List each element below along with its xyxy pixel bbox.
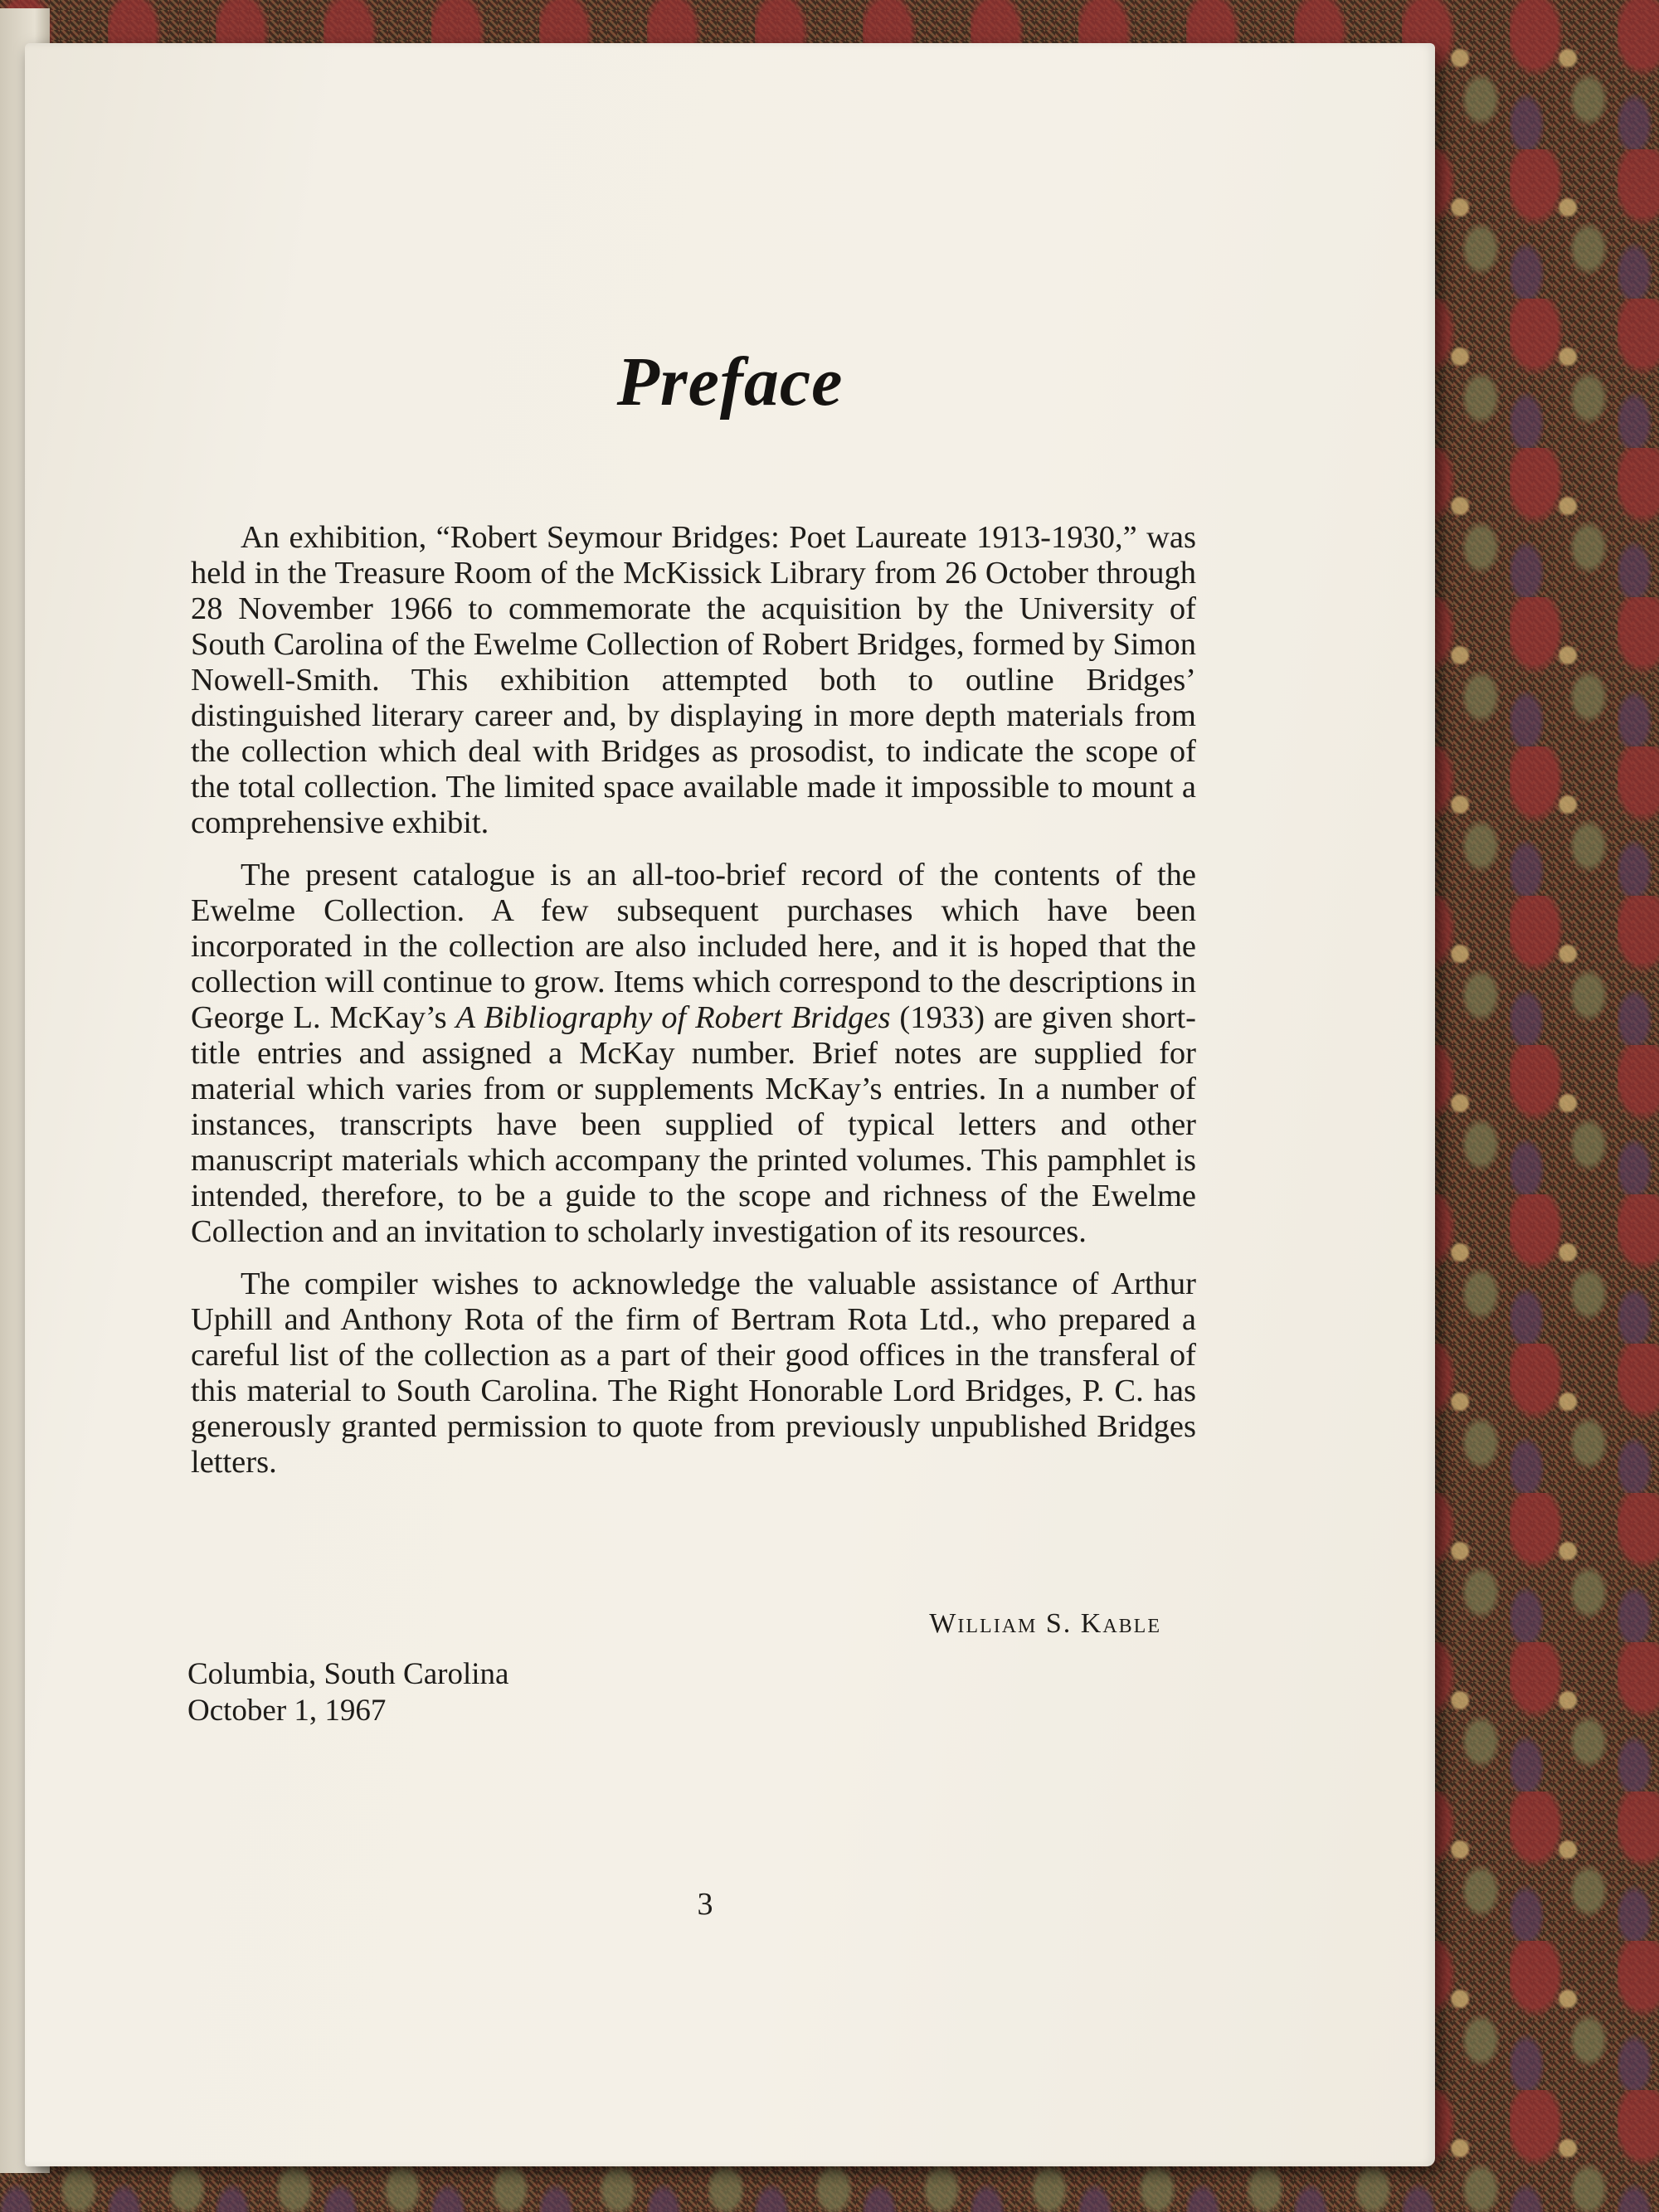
place-and-date <box>187 1656 508 1729</box>
author-signature: William S. Kable <box>929 1608 1161 1639</box>
paragraph-exhibition: An exhibition, “Robert Seymour Bridges: Poet Laureate 1913-1930,” was held in the Treasure Room of the McKissick Library from 26 October through 28 November 1966 to commemorate the acquisition by the University of South Carolina of the Ewelme Collection of Robert Bridges, formed by Simon Nowell-Smith. This exhibition attempted both to outline Bridges’ distinguished literary career and, by displaying in more depth materials from the collection which deal with Bridges as prosodist, to indicate the scope of the total collection. The limited space available made it impossible to mount a comprehensive exhibit. <box>191 520 1196 840</box>
document-page <box>25 43 1435 2166</box>
place-line: Columbia, South Carolina <box>187 1657 509 1691</box>
paragraph-catalogue-text-end: (1933) are given short-title entries and assigned a McKay number. Brief notes are supplied for material which varies from or supplements McKay’s entries. In a number of instances, transcripts have been supplied of typical letters and other manuscript materials which accompany the printed volumes. This pamphlet is intended, therefore, to be a guide to the scope and richness of the Ewelme Collection and an invitation to scholarly investigation of its resources. <box>191 1000 1197 1249</box>
paragraph-catalogue <box>191 858 1196 1250</box>
paragraph-catalogue-text-start: The present catalogue is an all-too-brief record of the contents of the Ewelme Collection. A few subsequent purchases which have been incorporated in the collection are also included here, and it is hoped that the collection will continue to grow. Items which correspond to the descriptions in George L. McKay’s <box>191 858 1196 1035</box>
paragraph-acknowledgement: The compiler wishes to acknowledge the valuable assistance of Arthur Uphill and Anthony Rota of the firm of Bertram Rota Ltd., who prepared a careful list of the collection as a part of their good offices in the transferal of this material to South Carolina. The Right Honorable Lord Bridges, P. C. has generously granted permission to quote from previously unpublished Bridges letters. <box>191 1266 1196 1480</box>
preface-body <box>191 520 1196 1497</box>
page-title: Preface <box>616 343 844 421</box>
page-number: 3 <box>697 1887 713 1922</box>
date-line: October 1, 1967 <box>187 1694 387 1728</box>
bibliography-title: A Bibliography of Robert Bridges <box>455 1000 891 1035</box>
